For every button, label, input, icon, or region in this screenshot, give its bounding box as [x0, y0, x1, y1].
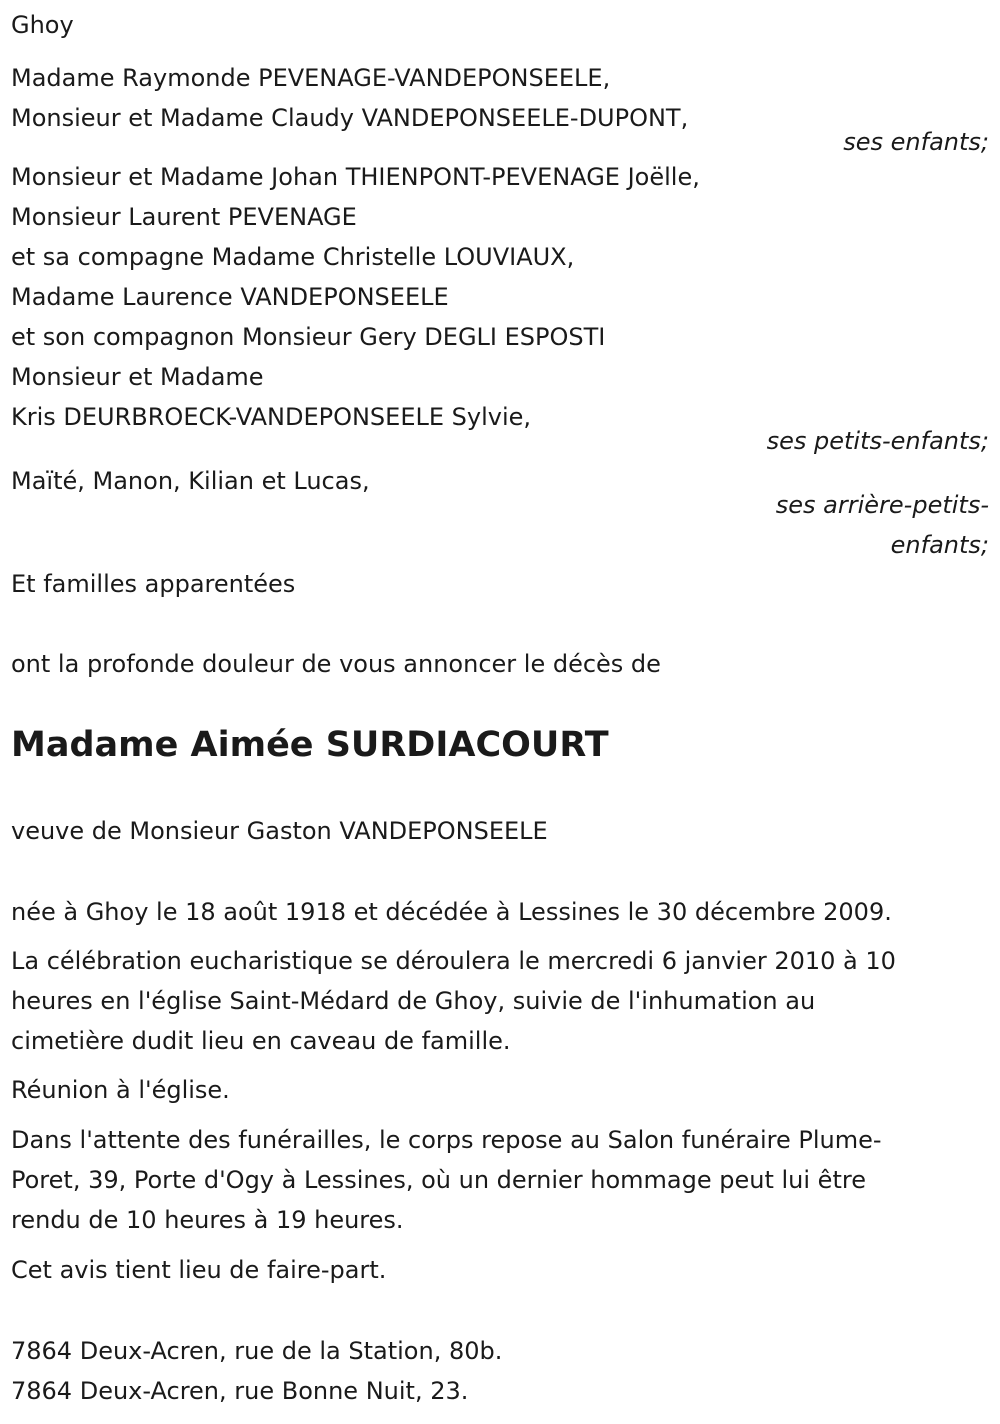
- great-grandchild-line: Maïté, Manon, Kilian et Lucas,: [11, 467, 370, 495]
- address-line: 7864 Deux-Acren, rue de la Station, 80b.: [11, 1337, 503, 1365]
- role-great-grandchildren-1: ses arrière-petits-: [775, 491, 989, 519]
- grandchild-line: Monsieur et Madame Johan THIENPONT-PEVENAGE Joëlle,: [11, 163, 700, 191]
- birth-death-line: née à Ghoy le 18 août 1918 et décédée à Lessines le 30 décembre 2009.: [11, 898, 892, 926]
- addresses: [11, 1331, 502, 1411]
- funeral-home-line: rendu de 10 heures à 19 heures.: [11, 1206, 404, 1234]
- role-children: ses enfants;: [843, 128, 989, 156]
- role-great-grandchildren-2: enfants;: [890, 531, 989, 559]
- child-line: Madame Raymonde PEVENAGE-VANDEPONSEELE,: [11, 64, 611, 92]
- grandchildren-section: [11, 157, 991, 455]
- ceremony-paragraph: [11, 941, 996, 1061]
- address-line: 7864 Deux-Acren, rue Bonne Nuit, 23.: [11, 1377, 469, 1405]
- ceremony-line: heures en l'église Saint-Médard de Ghoy, suivie de l'inhumation au: [11, 987, 816, 1015]
- deceased-name: Madame Aimée SURDIACOURT: [11, 725, 609, 765]
- grandchild-line: Monsieur Laurent PEVENAGE: [11, 203, 357, 231]
- ceremony-line: cimetière dudit lieu en caveau de famille.: [11, 1027, 511, 1055]
- grandchild-line: et sa compagne Madame Christelle LOUVIAUX,: [11, 243, 575, 271]
- funeral-home-paragraph: [11, 1120, 996, 1240]
- announcement-line: ont la profonde douleur de vous annoncer le décès de: [11, 650, 661, 678]
- great-grandchildren-section: [11, 461, 991, 559]
- families-line: Et familles apparentées: [11, 570, 296, 598]
- grandchild-line: Kris DEURBROECK-VANDEPONSEELE Sylvie,: [11, 403, 532, 431]
- funeral-home-line: Poret, 39, Porte d'Ogy à Lessines, où un dernier hommage peut lui être: [11, 1166, 866, 1194]
- widow-of-line: veuve de Monsieur Gaston VANDEPONSEELE: [11, 817, 548, 845]
- grandchild-line: Monsieur et Madame: [11, 363, 264, 391]
- grandchild-line: et son compagnon Monsieur Gery DEGLI ESPOSTI: [11, 323, 606, 351]
- grandchild-line: Madame Laurence VANDEPONSEELE: [11, 283, 449, 311]
- ceremony-line: La célébration eucharistique se déroulera le mercredi 6 janvier 2010 à 10: [11, 947, 896, 975]
- role-grandchildren: ses petits-enfants;: [766, 427, 989, 455]
- funeral-home-line: Dans l'attente des funérailles, le corps repose au Salon funéraire Plume-: [11, 1126, 882, 1154]
- meeting-line: Réunion à l'église.: [11, 1076, 230, 1104]
- location: Ghoy: [11, 11, 74, 39]
- child-line: Monsieur et Madame Claudy VANDEPONSEELE-DUPONT,: [11, 104, 689, 132]
- notice-line: Cet avis tient lieu de faire-part.: [11, 1256, 387, 1284]
- children-section: [11, 58, 991, 156]
